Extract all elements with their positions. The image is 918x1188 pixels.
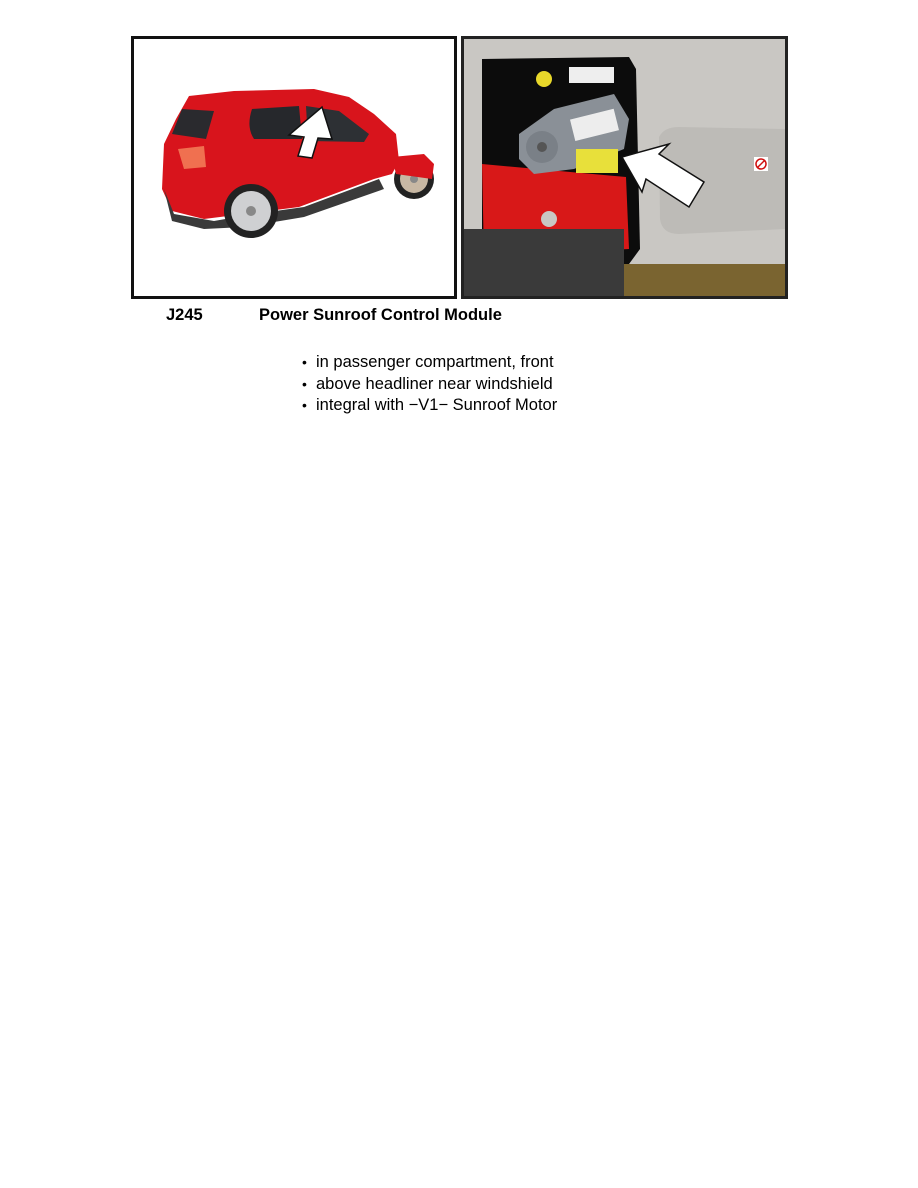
component-name: Power Sunroof Control Module [259,306,502,324]
bullet-icon: • [302,397,307,413]
car-location-figure [131,36,457,299]
car-illustration [134,39,454,296]
component-code: J245 [166,306,203,324]
bullet-icon: • [302,375,307,392]
location-note: • above headliner near windshield [302,374,557,396]
location-notes-list [302,352,557,417]
bullet-icon: • [302,354,307,370]
location-note: • integral with −V1− Sunroof Motor [302,395,557,417]
module-location-figure [461,36,788,299]
location-note: • in passenger compartment, front [302,352,557,374]
headliner-photo [464,39,785,296]
